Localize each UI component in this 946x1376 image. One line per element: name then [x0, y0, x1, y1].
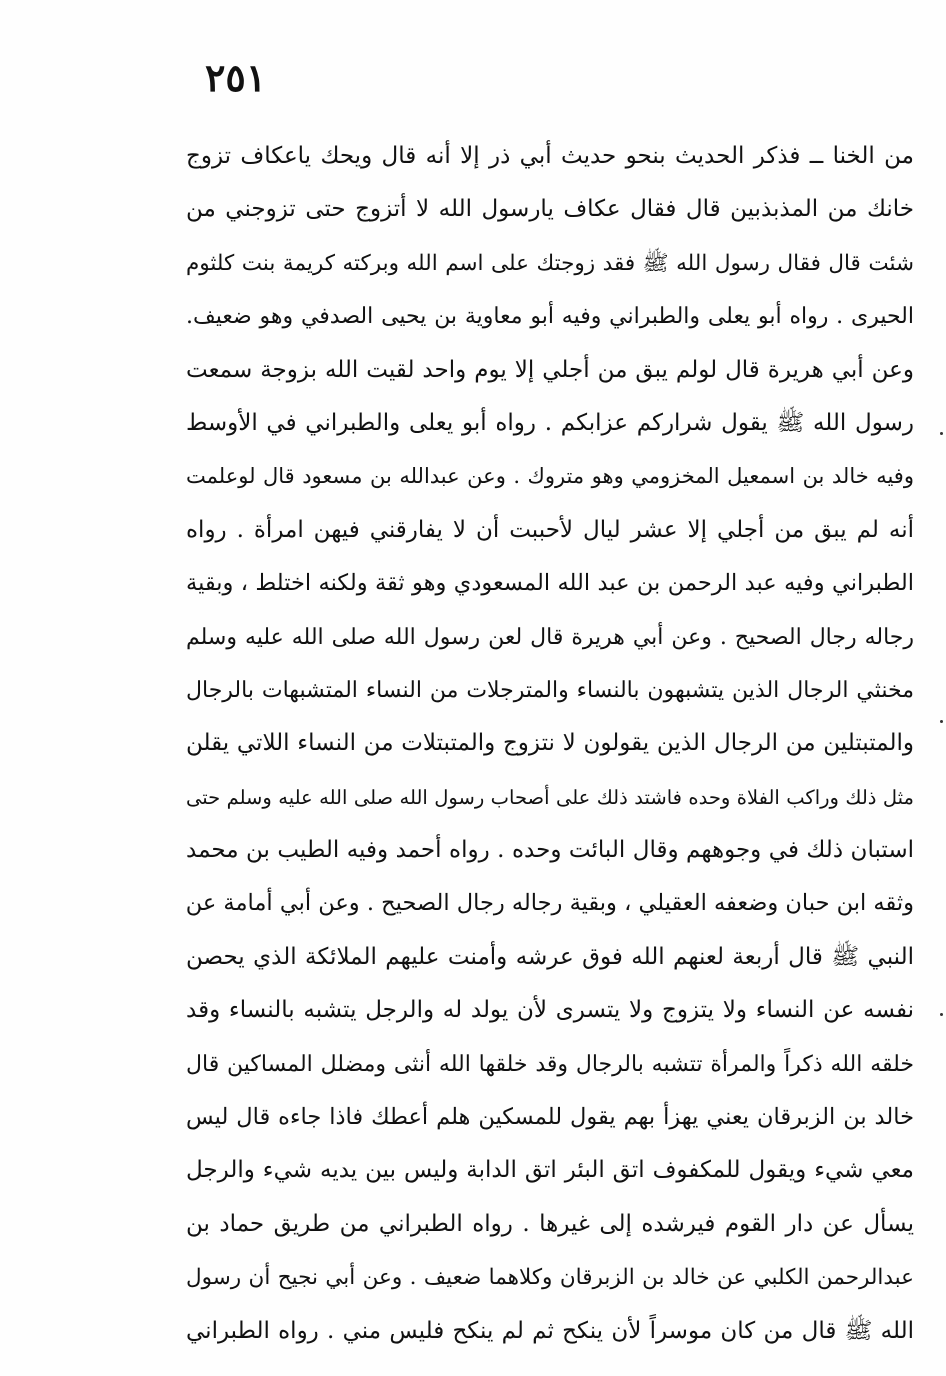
text-line: من الخنا ــ فذكر الحديث بنحو حديث أبي ذر إلا أنه قال ويحك ياعكاف تزوج	[186, 143, 914, 169]
text-line: يسأل عن دار القوم فيرشده إلى غيرها . رواه الطبراني من طريق حماد بن	[186, 1210, 914, 1237]
text-line: الطبراني وفيه عبد الرحمن بن عبد الله المسعودي وهو ثقة ولكنه اختلط ، وبقية	[186, 570, 914, 597]
text-line: نفسه عن النساء ولا يتزوج ولا يتسرى لأن يولد له والرجل يتشبه بالنساء وقد	[186, 997, 914, 1024]
text-line: النبي ﷺ قال أربعة لعنهم الله فوق عرشه وأمنت عليهم الملائكة الذي يحصن	[186, 943, 914, 970]
text-line: رجاله رجال الصحيح . وعن أبي هريرة قال لعن رسول الله صلى الله عليه وسلم	[186, 624, 914, 650]
text-line: معي شيء ويقول للمكفوف اتق البئر اتق الدابة وليس بين يديه شيء والرجل	[186, 1157, 914, 1184]
text-line: خانك من المذبذبين قال فقال عكاف يارسول الله لا أتزوج حتى تزوجني من	[186, 196, 914, 223]
text-line: رسول الله ﷺ يقول شراركم عزابكم . رواه أبو يعلى والطبراني في الأوسط	[186, 409, 914, 436]
text-line: وعن أبي هريرة قال لولم يبق من أجلي إلا يوم واحد لقيت الله بزوجة سمعت	[186, 356, 914, 383]
page-number: ٢٥١	[205, 55, 267, 100]
text-line: أنه لم يبق من أجلي إلا عشر ليال لأحببت أن لا يفارقني فيهن امرأة . رواه	[186, 516, 914, 543]
scan-speck	[940, 432, 943, 435]
text-line: عبدالرحمن الكلبي عن خالد بن الزبرقان وكلاهما ضعيف . وعن أبي نجيح أن رسول	[186, 1265, 914, 1291]
text-line: خلقه الله ذكراً والمرأة تتشبه بالرجال وقد خلقها الله أنثى ومضلل المساكين قال	[186, 1051, 914, 1077]
text-line: مخنثي الرجال الذين يتشبهون بالنساء والمترجلات من النساء المتشبهات بالرجال	[186, 677, 914, 703]
body-text	[186, 130, 914, 1358]
text-line: خالد بن الزبرقان يعني يهزأ بهم يقول للمسكين هلم أعطك فاذا جاءه قال ليس	[186, 1104, 914, 1131]
scan-speck	[940, 720, 943, 723]
text-line: مثل ذلك وراكب الفلاة وحده فاشتد ذلك على أصحاب رسول الله صلى الله عليه وسلم حتى	[186, 785, 914, 809]
text-line: وثقه ابن حبان وضعفه العقيلي ، وبقية رجاله رجال الصحيح . وعن أبي أمامة عن	[186, 890, 914, 917]
text-line: شئت قال فقال رسول الله ﷺ فقد زوجتك على اسم الله وبركته كريمة بنت كلثوم	[186, 250, 914, 276]
text-line: والمتبتلين من الرجال الذين يقولون لا نتزوج والمتبتلات من النساء اللاتي يقلن	[186, 730, 914, 757]
text-line: وفيه خالد بن اسمعيل المخزومي وهو متروك . وعن عبدالله بن مسعود قال لوعلمت	[186, 464, 914, 489]
text-line: الحيرى . رواه أبو يعلى والطبراني وفيه أبو معاوية بن يحيى الصدفي وهو ضعيف.	[186, 304, 914, 330]
text-line: الله ﷺ قال من كان موسراً لأن ينكح ثم لم ينكح فليس مني . رواه الطبراني	[186, 1317, 914, 1344]
scan-speck	[940, 1013, 943, 1016]
text-line: استبان ذلك في وجوههم وقال البائت وحده . رواه أحمد وفيه الطيب بن محمد	[186, 837, 914, 864]
